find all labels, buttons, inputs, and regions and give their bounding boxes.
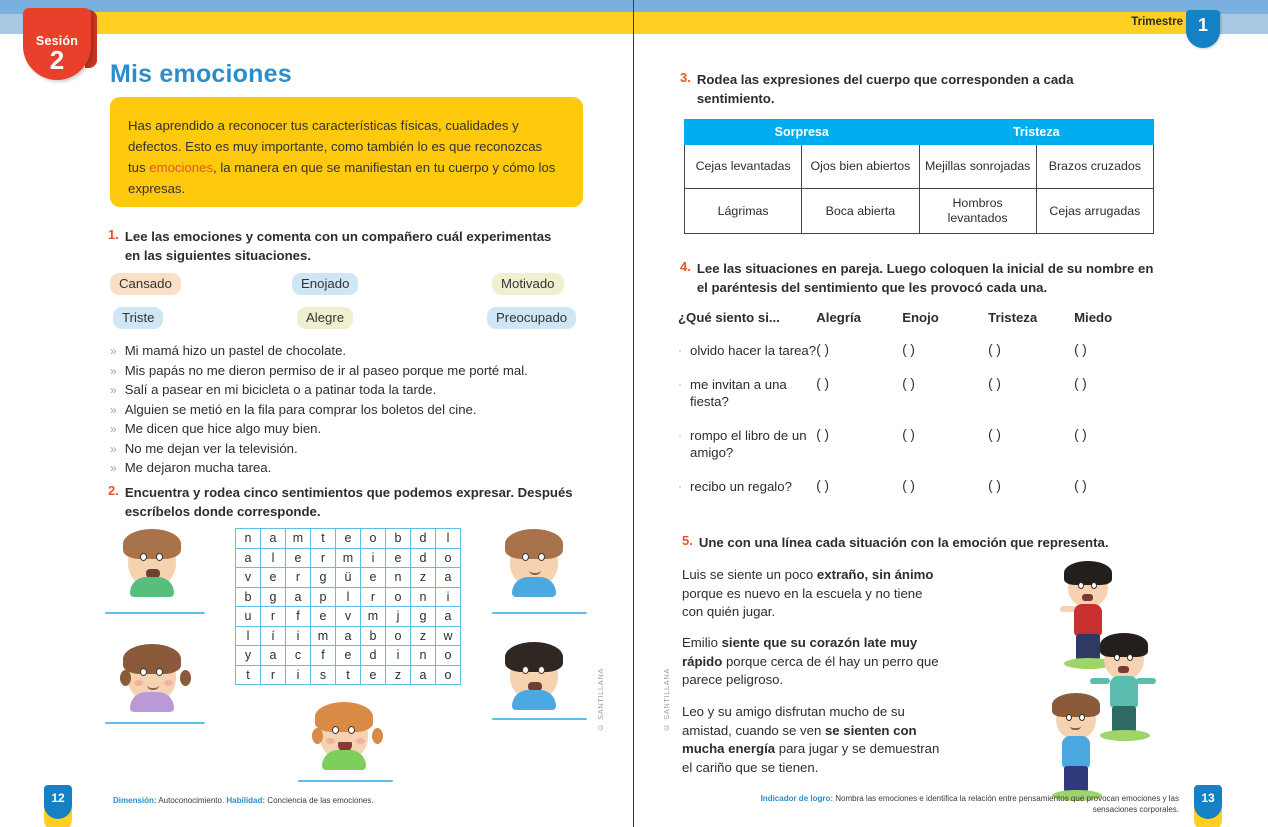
word-search-cell[interactable]: o (436, 646, 461, 666)
answer-line-2[interactable] (105, 722, 205, 724)
word-search-row (236, 646, 461, 666)
word-search-cell[interactable]: a (436, 607, 461, 627)
footer-text-left (113, 795, 513, 806)
footer-key-habilidad: Habilidad: (226, 796, 266, 805)
intro-paragraph (128, 115, 563, 199)
table-cell[interactable]: Ojos bien abiertos (802, 145, 919, 189)
word-search-cell[interactable]: v (236, 568, 261, 588)
word-search-row (236, 665, 461, 685)
para-text-c: porque es nuevo en la escuela y no tiene con quién jugar. (682, 585, 923, 619)
word-search-cell[interactable]: j (386, 607, 411, 627)
word-search-row (236, 568, 461, 588)
word-search-cell[interactable]: s (311, 665, 336, 685)
word-search-cell[interactable]: r (311, 548, 336, 568)
para-text-a: Leo y su amigo disfrutan mucho de su amistad, cuando se ven (682, 704, 905, 738)
session-tab (23, 8, 91, 80)
word-search-cell[interactable]: n (411, 587, 436, 607)
exercise-2-instruction: Encuentra y rodea cinco sentimientos que podemos expresar. Después escríbelos donde corresponde. (124, 485, 573, 519)
trimestre-badge: 1 (1186, 10, 1220, 48)
word-search-row (236, 529, 461, 549)
emotion-chip-triste[interactable]: Triste (113, 307, 163, 329)
checklist-row (678, 342, 1160, 359)
word-search-cell[interactable]: g (311, 568, 336, 588)
page-number-left: 12 (44, 785, 72, 819)
emotion-chip-enojado[interactable]: Enojado (292, 273, 358, 295)
word-search-cell[interactable]: z (386, 665, 411, 685)
table-header-sorpresa: Sorpresa (685, 120, 920, 145)
page-number-right: 13 (1194, 785, 1222, 819)
feelings-checklist (678, 310, 1160, 495)
word-search-cell[interactable]: i (361, 548, 386, 568)
session-word: Sesión (35, 34, 79, 48)
bullet-marker-icon: » (110, 441, 117, 456)
page-title: Mis emociones (110, 60, 292, 88)
para-text-c: porque cerca de él hay un perro que parece peligroso. (682, 653, 939, 687)
word-search-cell[interactable]: a (336, 626, 361, 646)
answer-parenthesis-enojo[interactable]: ( ) (902, 342, 915, 357)
exercise-1-heading (108, 227, 558, 265)
table-cell[interactable]: Mejillas sonrojadas (919, 145, 1036, 189)
footer-text-right (754, 793, 1179, 815)
para-text-bold: se sienten con mucha energía (682, 722, 917, 756)
intro-text-1: Has aprendido a reconocer tus características físicas, cualidades y defectos. Esto es muy importante, como también lo es que reconozcas tus (128, 118, 543, 175)
table-header-row (685, 120, 1154, 145)
emotion-chip-alegre[interactable]: Alegre (297, 307, 353, 329)
answer-parenthesis-miedo[interactable]: ( ) (1074, 427, 1087, 442)
word-search-cell[interactable]: f (311, 646, 336, 666)
word-search-cell[interactable]: t (311, 529, 336, 549)
word-search-cell[interactable]: v (336, 607, 361, 627)
word-search-cell[interactable]: r (261, 665, 286, 685)
word-search-row (236, 626, 461, 646)
table-cell[interactable]: Cejas levantadas (685, 145, 802, 189)
list-item-text: Mis papás no me dieron permiso de ir al paseo porque me porté mal. (124, 362, 528, 378)
list-item-text: Salí a pasear en mi bicicleta o a patinar toda la tarde. (124, 382, 437, 397)
bullet-marker-icon: » (110, 363, 117, 378)
list-item (110, 440, 610, 458)
word-search-cell[interactable]: d (361, 646, 386, 666)
word-search-cell[interactable]: e (336, 646, 361, 666)
table-cell[interactable]: Hombros levantados (919, 189, 1036, 234)
copyright-right: © SANTILLANA (662, 668, 671, 733)
word-search-grid[interactable] (235, 528, 461, 685)
trimestre-label: Trimestre (1131, 16, 1183, 28)
emotion-chip-motivado[interactable]: Motivado (492, 273, 564, 295)
word-search-cell[interactable]: e (261, 568, 286, 588)
exercise-1-number: 1. (108, 227, 119, 242)
left-page (0, 0, 633, 827)
answer-line-5[interactable] (298, 780, 393, 782)
footer-value-habilidad: Conciencia de las emociones. (265, 796, 374, 805)
bullet-dot-icon: · (678, 377, 682, 391)
checklist-row (678, 478, 1160, 495)
word-search-cell[interactable]: n (386, 568, 411, 588)
para-text-a: Luis se siente un poco (682, 567, 817, 582)
word-search-cell[interactable]: m (286, 529, 311, 549)
list-item (110, 420, 610, 438)
body-expressions-table[interactable] (684, 119, 1154, 234)
answer-line-1[interactable] (105, 612, 205, 614)
word-search-cell[interactable]: r (261, 607, 286, 627)
exercise-3-instruction: Rodea las expresiones del cuerpo que corresponden a cada sentimiento. (696, 72, 1074, 106)
checklist-row (678, 376, 1160, 410)
answer-parenthesis-tristeza[interactable]: ( ) (988, 342, 1001, 357)
word-search-cell[interactable]: t (236, 665, 261, 685)
word-search-cell[interactable]: o (436, 548, 461, 568)
checklist-header-question: ¿Qué siento si... (678, 310, 780, 325)
answer-parenthesis-tristeza[interactable]: ( ) (988, 376, 1001, 391)
table-cell[interactable]: Brazos cruzados (1036, 145, 1153, 189)
word-search-cell[interactable]: e (361, 568, 386, 588)
intro-callout-box (110, 97, 583, 207)
emotion-chip-cansado[interactable]: Cansado (110, 273, 181, 295)
right-page (634, 0, 1268, 827)
word-search-cell[interactable]: g (411, 607, 436, 627)
word-search-cell[interactable]: a (286, 587, 311, 607)
word-search-cell[interactable]: l (336, 587, 361, 607)
word-search-cell[interactable]: t (336, 665, 361, 685)
list-item (110, 401, 610, 419)
word-search-cell[interactable]: a (261, 646, 286, 666)
word-search-cell[interactable]: o (361, 529, 386, 549)
table-row (685, 189, 1154, 234)
answer-parenthesis-alegria[interactable]: ( ) (816, 427, 829, 442)
word-search-cell[interactable]: f (286, 607, 311, 627)
checklist-header-enojo: Enojo (902, 310, 939, 325)
word-search-cell[interactable]: r (286, 568, 311, 588)
word-search-cell[interactable]: r (361, 587, 386, 607)
word-search-cell[interactable]: z (411, 568, 436, 588)
word-search-cell[interactable]: m (361, 607, 386, 627)
list-item-text: Mi mamá hizo un pastel de chocolate. (124, 343, 347, 358)
answer-parenthesis-enojo[interactable]: ( ) (902, 478, 915, 493)
list-item-text: No me dejan ver la televisión. (124, 440, 298, 456)
word-search-cell[interactable]: o (436, 665, 461, 685)
answer-parenthesis-alegria[interactable]: ( ) (816, 478, 829, 493)
answer-parenthesis-enojo[interactable]: ( ) (902, 427, 915, 442)
word-search-cell[interactable]: e (336, 529, 361, 549)
word-search-cell[interactable]: b (361, 626, 386, 646)
word-search-cell[interactable]: e (386, 548, 411, 568)
word-search-cell[interactable]: i (386, 646, 411, 666)
para-text-bold: extraño, sin ánimo (816, 567, 934, 582)
answer-parenthesis-alegria[interactable]: ( ) (816, 342, 829, 357)
word-search-cell[interactable]: n (236, 529, 261, 549)
list-item-text: Me dejaron mucha tarea. (124, 460, 272, 475)
checklist-row (678, 427, 1160, 461)
exercise-3-number: 3. (680, 70, 691, 85)
situation-paragraph-emilio[interactable] (682, 634, 942, 690)
word-search-cell[interactable]: u (236, 607, 261, 627)
exercise-2-heading (108, 483, 578, 521)
list-item-text: Alguien se metió en la fila para comprar los boletos del cine. (124, 401, 477, 417)
list-item-text: Me dicen que hice algo muy bien. (124, 421, 322, 436)
checklist-header-row (678, 310, 1160, 325)
list-item (110, 362, 610, 380)
checklist-header-miedo: Miedo (1074, 310, 1113, 325)
word-search-cell[interactable]: l (236, 626, 261, 646)
table-header-tristeza: Tristeza (919, 120, 1154, 145)
bullet-dot-icon: · (678, 343, 682, 357)
footer-value-indicador: Nombra las emociones e identifica la relación entre pensamientos que provocan emociones y las sensaciones corporales. (833, 794, 1179, 814)
list-item (110, 342, 610, 360)
bullet-marker-icon: » (110, 383, 117, 397)
table-cell[interactable]: Boca abierta (802, 189, 919, 234)
word-search-cell[interactable]: o (386, 587, 411, 607)
bullet-marker-icon: » (110, 422, 117, 436)
word-search-cell[interactable]: a (236, 548, 261, 568)
word-search-cell[interactable]: b (236, 587, 261, 607)
answer-parenthesis-miedo[interactable]: ( ) (1074, 376, 1087, 391)
exercise-5-heading (682, 533, 1182, 552)
checklist-question-text: me invitan a una fiesta? (690, 377, 787, 409)
para-text-a: Emilio (682, 635, 722, 650)
bullet-marker-icon: » (110, 402, 117, 417)
table-cell[interactable]: Cejas arrugadas (1036, 189, 1153, 234)
word-search-cell[interactable]: e (286, 548, 311, 568)
answer-parenthesis-miedo[interactable]: ( ) (1074, 478, 1087, 493)
word-search-cell[interactable]: d (411, 548, 436, 568)
exercise-5-instruction: Une con una línea cada situación con la emoción que representa. (698, 535, 1109, 550)
word-search-cell[interactable]: e (361, 665, 386, 685)
answer-parenthesis-alegria[interactable]: ( ) (816, 376, 829, 391)
word-search-cell[interactable]: i (436, 587, 461, 607)
list-item (110, 381, 610, 399)
bullet-marker-icon: » (110, 461, 117, 475)
intro-highlight: emociones (149, 160, 214, 175)
word-search-cell[interactable]: a (436, 568, 461, 588)
list-item (110, 459, 610, 477)
emotion-chip-preocupado[interactable]: Preocupado (487, 307, 576, 329)
word-search-cell[interactable]: e (311, 607, 336, 627)
checklist-question (678, 427, 816, 461)
situation-bullet-list (110, 342, 610, 479)
checklist-header-tristeza: Tristeza (988, 310, 1038, 325)
word-search-cell[interactable]: í (261, 626, 286, 646)
checklist-question (678, 376, 816, 410)
exercise-4-heading (680, 259, 1160, 297)
word-search-cell[interactable]: ü (336, 568, 361, 588)
session-number: 2 (49, 45, 65, 75)
exercise-4-instruction: Lee las situaciones en pareja. Luego coloquen la inicial de su nombre en el paréntesis del sentimiento que les provocó cada una. (696, 261, 1154, 295)
footer-value-dimension: Autoconocimiento. (156, 796, 227, 805)
exercise-4-number: 4. (680, 259, 691, 274)
answer-parenthesis-tristeza[interactable]: ( ) (988, 427, 1001, 442)
exercise-3-heading (680, 70, 1100, 108)
word-search-cell[interactable]: p (311, 587, 336, 607)
word-search-cell[interactable]: z (411, 626, 436, 646)
word-search-cell[interactable]: c (286, 646, 311, 666)
word-search-cell[interactable]: i (286, 665, 311, 685)
bullet-marker-icon: » (110, 344, 117, 358)
word-search-cell[interactable]: o (386, 626, 411, 646)
answer-parenthesis-miedo[interactable]: ( ) (1074, 342, 1087, 357)
situation-paragraph-leo[interactable] (682, 703, 942, 777)
checklist-question-text: rompo el libro de un amigo? (690, 428, 807, 460)
checklist-question (678, 478, 816, 495)
word-search-cell[interactable]: b (386, 529, 411, 549)
word-search-cell[interactable]: l (436, 529, 461, 549)
checklist-question-text: recibo un regalo? (690, 479, 792, 494)
word-search-cell[interactable]: g (261, 587, 286, 607)
para-text-bold: siente que su corazón late muy rápido (682, 635, 918, 669)
answer-line-3[interactable] (492, 612, 587, 614)
situation-paragraph-luis[interactable] (682, 566, 942, 622)
word-search-row (236, 607, 461, 627)
exercise-2-number: 2. (108, 483, 119, 498)
checklist-header-alegria: Alegría (816, 310, 861, 325)
word-search-cell[interactable]: m (311, 626, 336, 646)
word-search-cell[interactable]: d (411, 529, 436, 549)
copyright-left: © SANTILLANA (596, 668, 605, 733)
word-search-cell[interactable]: y (236, 646, 261, 666)
word-search-cell[interactable]: n (411, 646, 436, 666)
answer-line-4[interactable] (492, 718, 587, 720)
footer-key-indicador: Indicador de logro: (760, 794, 834, 803)
bullet-dot-icon: · (678, 428, 682, 442)
footer-key-dimension: Dimensión: (113, 796, 157, 805)
word-search-cell[interactable]: l (261, 548, 286, 568)
checklist-question (678, 342, 816, 359)
word-search-cell[interactable]: i (286, 626, 311, 646)
table-cell[interactable]: Lágrimas (685, 189, 802, 234)
word-search-cell[interactable]: a (261, 529, 286, 549)
para-text-c: para jugar y se demuestran el cariño que se tienen. (682, 741, 940, 775)
word-search-row (236, 548, 461, 568)
answer-parenthesis-tristeza[interactable]: ( ) (988, 478, 1001, 493)
table-row (685, 145, 1154, 189)
exercise-1-instruction: Lee las emociones y comenta con un compañero cuál experimentas en las siguientes situaciones. (124, 229, 552, 263)
word-search-row (236, 587, 461, 607)
intro-text-2: , la manera en que se manifiestan en tu cuerpo y cómo los expresas. (128, 160, 556, 196)
word-search-cell[interactable]: w (436, 626, 461, 646)
exercise-5-number: 5. (682, 533, 693, 548)
word-search-cell[interactable]: a (411, 665, 436, 685)
answer-parenthesis-enojo[interactable]: ( ) (902, 376, 915, 391)
checklist-question-text: olvido hacer la tarea? (690, 343, 817, 358)
word-search-cell[interactable]: m (336, 548, 361, 568)
bullet-dot-icon: · (678, 479, 682, 493)
